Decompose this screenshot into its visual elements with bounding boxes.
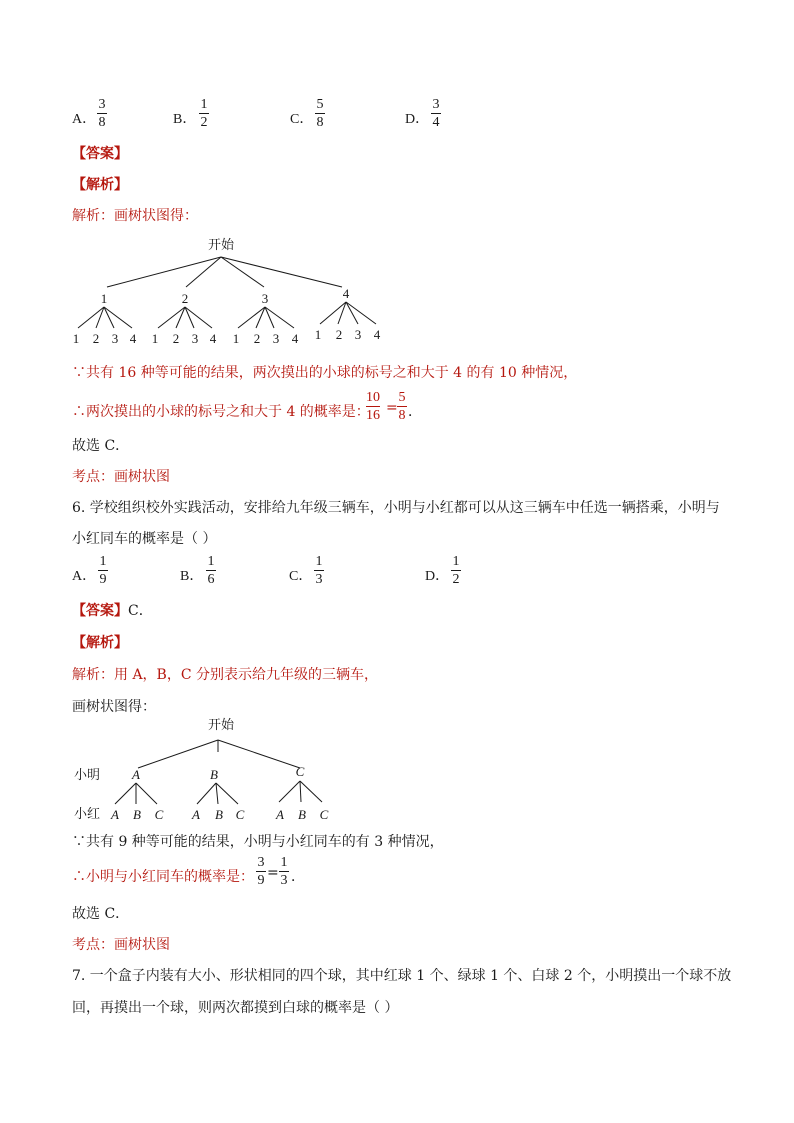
q6-tree-diagram [0,712,360,828]
q5-tree-root: 开始 [207,238,235,253]
q5-tree-node-2: 2 [181,291,189,306]
q5-prob-frac1-num: 10 [366,390,380,405]
q6-tree-intro: 画树状图得： [72,699,156,715]
q6-tree-root: 开始 [207,718,235,733]
q6-tree-node-a: A [132,767,140,782]
q6-prob-prefix: ∴小明与小红同车的概率是： [72,869,254,885]
q6-option-c-num: 1 [315,554,323,569]
q5-leaf: 4 [209,331,217,346]
q6-answer-label: 【答案】 [72,603,128,619]
q6-tree-node-c: C [295,764,305,779]
q6-point: 考点：画树状图 [72,937,170,953]
q5-analysis-label: 【解析】 [72,177,128,193]
q6-answer [72,600,153,620]
q6-prob-frac2-num: 1 [280,855,288,870]
q5-leaf: 4 [373,327,381,342]
q5-option-d-den: 4 [432,115,440,130]
q6-option-b-num: 1 [207,554,215,569]
q5-option-b-label: B． [173,112,197,127]
q5-prob-frac2-den: 8 [398,408,406,423]
q5-leaf: 4 [129,331,137,346]
q6-option-a-label: A． [72,569,97,584]
q6-prob-frac1-num: 3 [257,855,265,870]
q5-leaf: 1 [314,327,322,342]
q5-leaf: 1 [151,331,159,346]
q5-leaf: 2 [335,327,343,342]
q5-option-c-num: 5 [316,97,324,112]
q7-stem-line2: 回，再摸出一个球，则两次都摸到白球的概率是（ ） [72,1000,399,1016]
q5-option-c-fraction [315,97,325,130]
q6-option-d-num: 1 [452,554,460,569]
q5-tree-node-4: 4 [342,286,350,301]
q6-analysis-label: 【解析】 [72,635,128,651]
q6-leaf: A [192,807,200,822]
q5-tree-node-3: 3 [261,291,269,306]
q5-prob-eq: = [386,400,398,416]
q5-prob-frac1-den: 16 [366,408,380,423]
q6-option-b-den: 6 [207,572,215,587]
q6-tree-node-b: B [210,767,218,782]
q7-stem-line1: 7. 一个盒子内装有大小、形状相同的四个球，其中红球 1 个、绿球 1 个、白球 2 个，小明摸出一个球不放 [72,968,732,984]
q6-leaf: A [276,807,284,822]
q5-prob-end: ． [408,404,422,420]
q6-results-line: ∵共有 9 种等可能的结果，小明与小红同车的有 3 种情况， [72,834,444,850]
q6-prob-fraction-2 [279,855,289,888]
q5-results-line: ∵共有 16 种等可能的结果，两次摸出的小球的标号之和大于 4 的有 10 种情况， [72,365,578,381]
q5-prob-prefix: ∴两次摸出的小球的标号之和大于 4 的概率是： [72,404,370,420]
q5-option-b-fraction [199,97,209,130]
q5-point: 考点：画树状图 [72,469,170,485]
q6-row1-label: 小明 [74,768,101,783]
q6-answer-value: C． [128,603,153,619]
q6-option-d-label: D． [425,569,450,584]
q5-leaf: 1 [72,331,80,346]
q5-prob-fraction-1 [366,390,380,423]
q6-option-a-den: 9 [99,572,107,587]
q5-option-b-num: 1 [200,97,208,112]
q5-option-a-label: A． [72,112,97,127]
q5-tree-node-1: 1 [100,291,108,306]
q6-option-b-label: B． [180,569,204,584]
q6-leaf: A [111,807,119,822]
q5-tree-diagram [0,232,420,350]
q5-option-a-fraction [97,97,107,130]
q6-leaf: C [154,807,164,822]
q5-option-b-den: 2 [200,115,208,130]
q5-answer-label: 【答案】 [72,146,128,162]
q6-prob-frac2-den: 3 [280,873,288,888]
q6-leaf: B [298,807,306,822]
q5-option-a-den: 8 [98,115,106,130]
q6-stem-line2: 小红同车的概率是（ ） [72,531,217,547]
q5-option-c-label: C． [290,112,314,127]
q5-option-a-num: 3 [98,97,106,112]
q6-stem-line1: 6. 学校组织校外实践活动，安排给九年级三辆车，小明与小红都可以从这三辆车中任选一辆搭乘，小明与 [72,500,720,516]
q6-option-a-num: 1 [99,554,107,569]
q6-analysis-intro: 解析：用 A，B，C 分别表示给九年级的三辆车， [72,667,379,683]
q6-option-c-fraction [314,554,324,587]
q5-prob-frac2-num: 5 [398,390,406,405]
q5-leaf: 3 [191,331,199,346]
q6-option-c-label: C． [289,569,313,584]
q6-prob-frac1-den: 9 [257,873,265,888]
q6-leaf: C [319,807,329,822]
q6-prob-eq: = [267,865,279,881]
q6-option-c-den: 3 [315,572,323,587]
q5-option-d-label: D． [405,112,430,127]
q6-leaf: C [235,807,245,822]
q5-leaf: 4 [291,331,299,346]
q5-leaf: 3 [272,331,280,346]
q5-tree-branches [78,257,376,328]
q6-option-d-den: 2 [452,572,460,587]
q5-leaf: 3 [354,327,362,342]
q6-row2-label: 小红 [74,807,101,822]
q5-option-d-fraction [431,97,441,130]
q6-option-a-fraction [98,554,108,587]
q6-option-d-fraction [451,554,461,587]
q6-prob-end: ． [291,869,305,885]
q5-leaf: 2 [172,331,180,346]
q6-option-b-fraction [206,554,216,587]
q5-option-c-den: 8 [316,115,324,130]
q6-choice: 故选 C． [72,906,130,922]
q5-leaf: 3 [111,331,119,346]
q6-tree-branches [115,740,322,804]
q5-analysis-intro: 解析：画树状图得： [72,208,198,224]
q6-leaf: B [215,807,223,822]
q5-choice: 故选 C． [72,438,130,454]
q6-prob-fraction-1 [256,855,266,888]
q5-leaf: 1 [232,331,240,346]
q5-prob-fraction-2 [397,390,407,423]
q5-leaf: 2 [253,331,261,346]
q6-leaf: B [133,807,141,822]
q5-leaf: 2 [92,331,100,346]
q5-option-d-num: 3 [432,97,440,112]
